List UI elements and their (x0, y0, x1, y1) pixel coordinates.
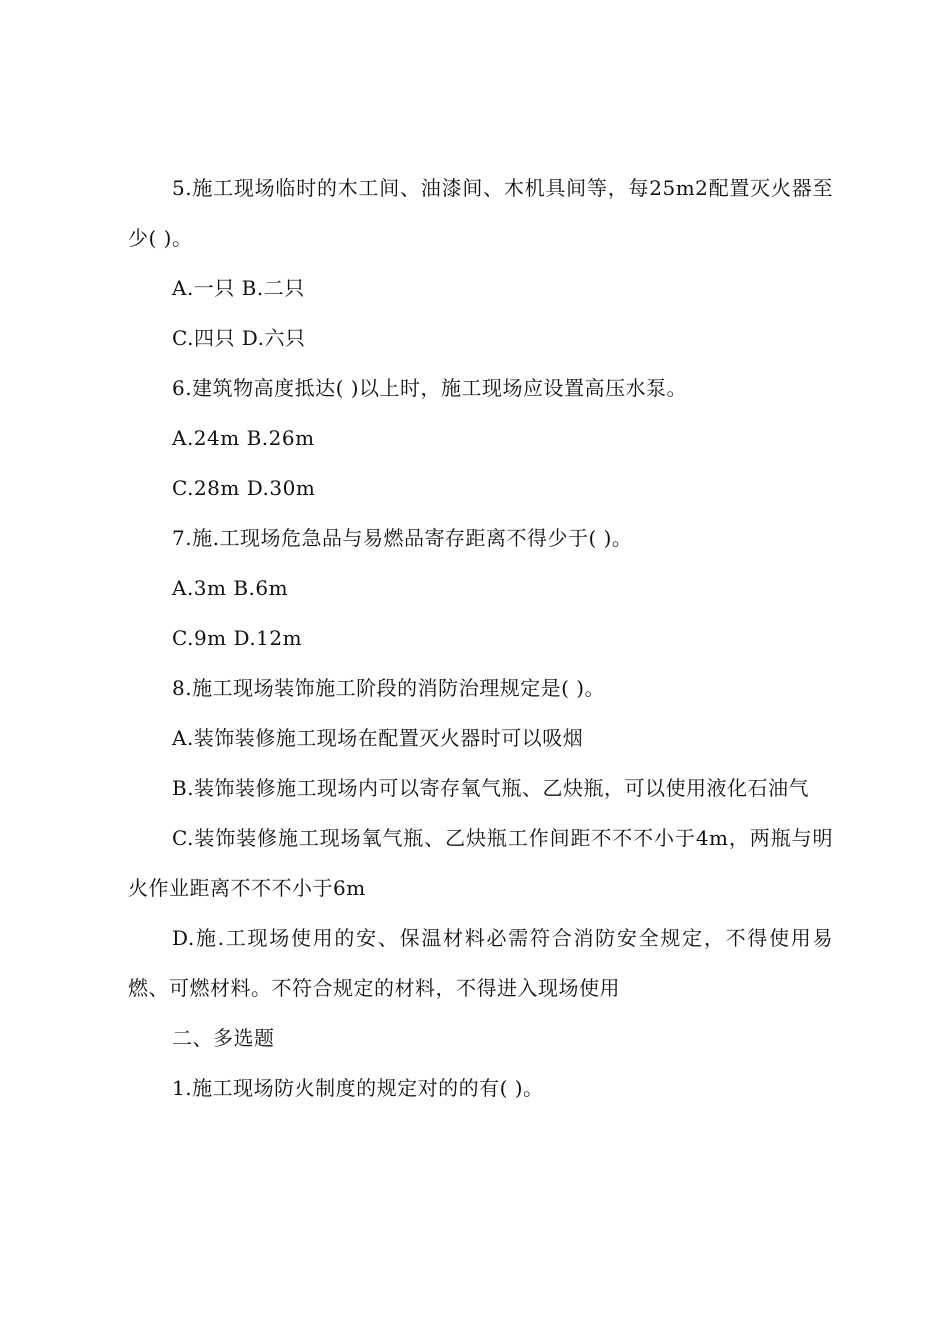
question-8-option-d: D.施.工现场使用的安、保温材料必需符合消防安全规定，不得使用易燃、可燃材料。不符合规定的材料，不得进入现场使用 (128, 926, 833, 1000)
question-8-option-b: B.装饰装修施工现场内可以寄存氧气瓶、乙炔瓶，可以使用液化石油气 (172, 776, 810, 800)
question-8-stem: 8.施工现场装饰施工阶段的消防治理规定是( )。 (172, 676, 606, 700)
section-heading-multiple-choice: 二、多选题 (172, 1026, 275, 1050)
question-6-options-ab: A.24m B.26m (172, 426, 315, 450)
question-1-stem: 1.施工现场防火制度的规定对的的有( )。 (172, 1076, 544, 1100)
question-5-options-ab: A.一只 B.二只 (172, 276, 305, 300)
question-6-options-cd: C.28m D.30m (172, 476, 316, 500)
question-8-option-c: C.装饰装修施工现场氧气瓶、乙炔瓶工作间距不不不小于4m，两瓶与明火作业距离不不不小于6m (128, 826, 833, 900)
question-6-stem: 6.建筑物高度抵达( )以上时，施工现场应设置高压水泵。 (172, 376, 688, 400)
question-7-options-cd: C.9m D.12m (172, 626, 303, 650)
document-body (128, 163, 833, 1113)
question-5-options-cd: C.四只 D.六只 (172, 326, 306, 350)
question-5-stem: 5.施工现场临时的木工间、油漆间、木机具间等，每25m2配置灭火器至少( )。 (128, 176, 833, 250)
question-8-option-a: A.装饰装修施工现场在配置灭火器时可以吸烟 (172, 726, 584, 750)
question-7-options-ab: A.3m B.6m (172, 576, 289, 600)
question-7-stem: 7.施.工现场危急品与易燃品寄存距离不得少于( )。 (172, 526, 633, 550)
